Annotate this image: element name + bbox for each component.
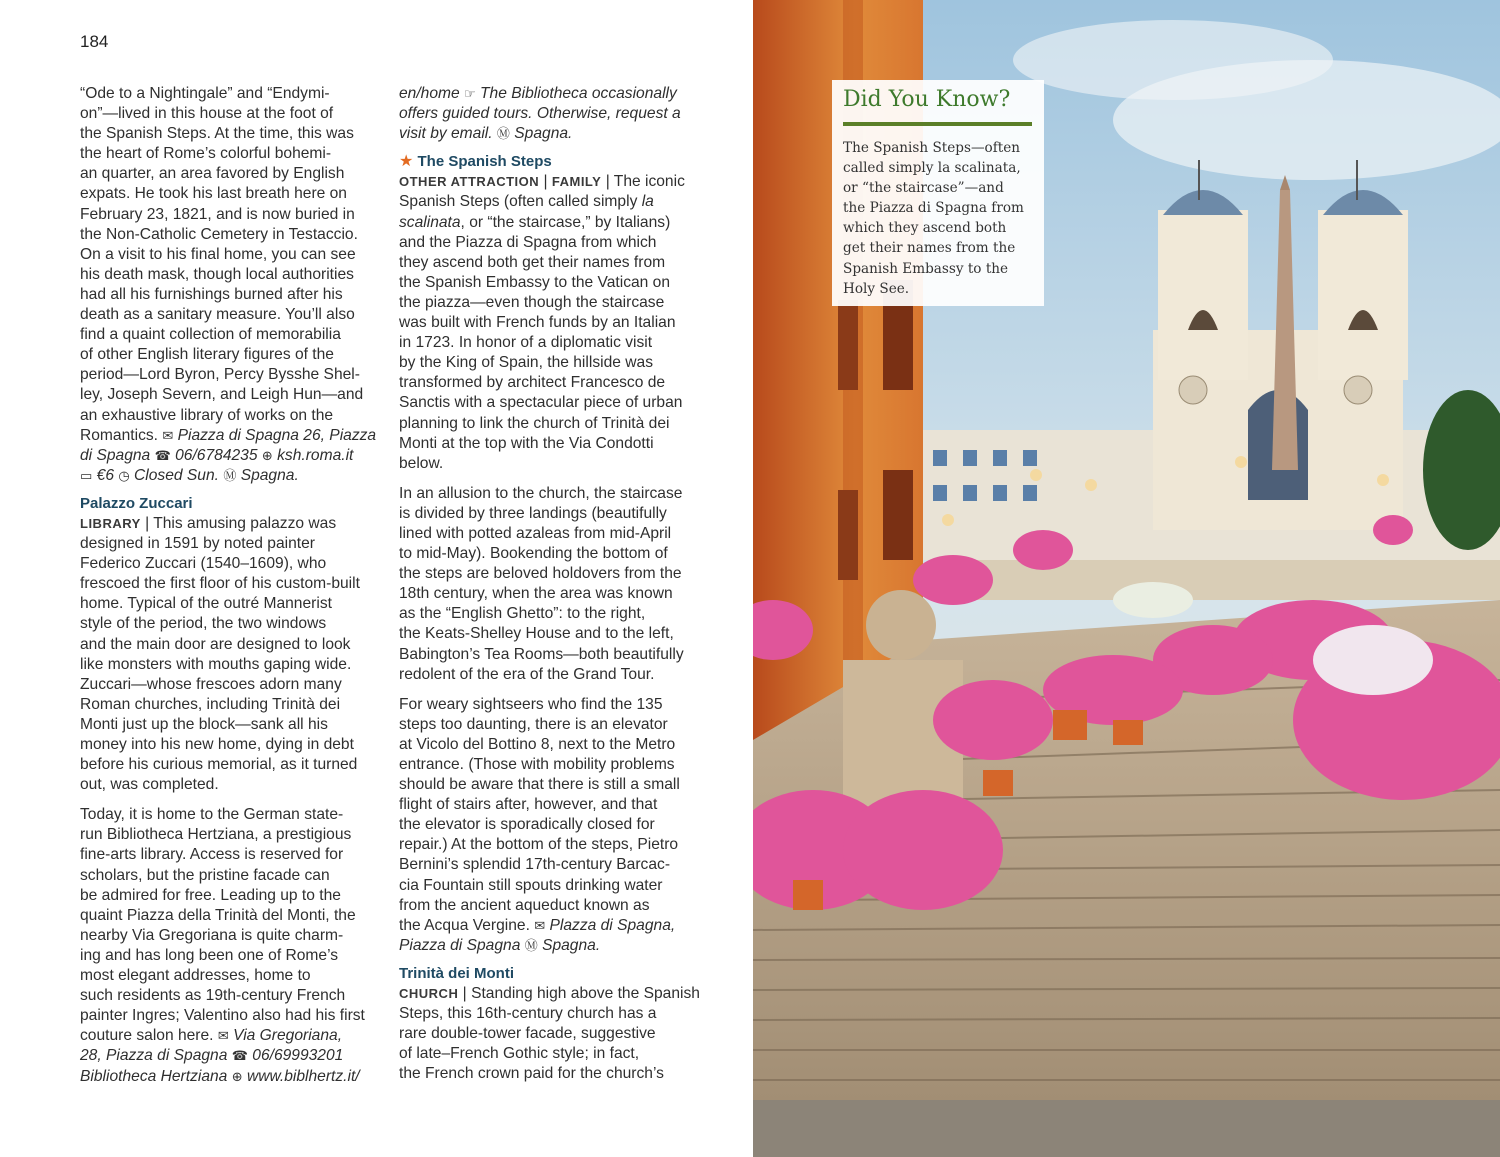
zuccari-paragraph-1 [80, 534, 378, 795]
metro-icon: Ⓜ [496, 126, 510, 142]
text-line: style of the period, the two windows [80, 615, 327, 633]
ticket-icon: ▭ [80, 467, 93, 483]
globe-icon: ⊕ [261, 447, 273, 463]
text-line: the Keats-Shelley House and to the left, [399, 625, 674, 643]
text-line: the heart of Rome’s colorful bohemi- [80, 145, 332, 163]
text-line: quaint Piazza della Trinità del Monti, the [80, 906, 356, 924]
heading-palazzo-zuccari: Palazzo Zuccari [80, 494, 193, 512]
text-line: by the King of Spain, the hillside was [399, 354, 653, 372]
metro-icon: Ⓜ [223, 467, 237, 483]
sidebar-line: the Piazza di Spagna from [843, 200, 1024, 217]
text-line: an quarter, an area favored by English [80, 165, 345, 183]
hertziana-info-line-2: offers guided tours. Otherwise, request a [399, 105, 681, 123]
text-line: repair.) At the bottom of the steps, Pietro [399, 836, 679, 854]
text-line: most elegant addresses, home to [80, 967, 311, 985]
text-line: painter Ingres; Valentino also had his first [80, 1007, 365, 1025]
did-you-know-sidebar [832, 80, 1044, 306]
text-line: “Ode to a Nightingale” and “Endymi- [80, 85, 330, 102]
text-line: below. [399, 454, 444, 472]
text-line: In an allusion to the church, the staircase [399, 484, 683, 502]
text-line: the Spanish Embassy to the Vatican on [399, 273, 671, 291]
keats-info-line-3: ▭ €6 ◷ Closed Sun. Ⓜ Spagna. [80, 466, 299, 484]
envelope-icon: ✉ [162, 427, 174, 443]
text-line: Sanctis with a spectacular piece of urban [399, 394, 683, 412]
heading-trinita-dei-monti: Trinità dei Monti [399, 964, 514, 982]
text-line: to mid-May). Bookending the bottom of [399, 545, 668, 563]
envelope-icon: ✉ [217, 1028, 229, 1044]
text-line: and the Piazza di Spagna from which [399, 233, 657, 251]
text-line: as the “English Ghetto”: to the right, [399, 605, 646, 623]
text-line: was built with French funds by an Italian [399, 314, 676, 332]
text-line: money into his new home, dying in debt [80, 736, 354, 753]
hertziana-info-line-3: visit by email. Ⓜ Spagna. [399, 125, 573, 143]
steps-line-1: Spanish Steps (often called simply la [399, 193, 654, 211]
text-line: home. Typical of the outré Mannerist [80, 595, 332, 613]
text-line: should be aware that there is still a small [399, 776, 680, 794]
sidebar-line: or “the staircase”—and [843, 180, 1004, 197]
text-line: planning to link the church of Trinità dei [399, 414, 670, 432]
sidebar-line: Holy See. [843, 280, 910, 297]
sidebar-line: Spanish Embassy to the [843, 260, 1009, 277]
text-line: out, was completed. [80, 776, 219, 794]
text-line: the Spanish Steps. At the time, this was [80, 125, 354, 143]
sidebar-rule [843, 122, 1032, 126]
sidebar-title: Did You Know? [843, 87, 1011, 112]
text-line: such residents as 19th-century French [80, 987, 346, 1005]
text-line: On a visit to his final home, you can see [80, 245, 356, 263]
text-line: Babington’s Tea Rooms—both beautifully [399, 645, 684, 663]
text-line: at Vicolo del Bottino 8, next to the Metro [399, 735, 676, 753]
text-line: entrance. (Those with mobility problems [399, 756, 675, 773]
text-line: scholars, but the pristine facade can [80, 866, 330, 884]
text-line: they ascend both get their names from [399, 253, 666, 271]
text-line: before his curious memorial, as it turned [80, 756, 358, 774]
text-line: run Bibliotheca Hertziana, a prestigious [80, 826, 352, 844]
heading-spanish-steps: ★ The Spanish Steps [399, 153, 552, 171]
text-line: Bernini’s splendid 17th-century Barcac- [399, 856, 671, 874]
text-line: cia Fountain still spouts drinking water [399, 876, 663, 894]
text-line: lined with potted azaleas from mid-April [399, 524, 672, 542]
steps-paragraph-3 [399, 695, 699, 916]
text-line: flight of stairs after, however, and that [399, 796, 658, 814]
text-line: February 23, 1821, and is now buried in [80, 205, 355, 223]
text-line: find a quaint collection of memorabilia [80, 326, 341, 344]
text-line: be admired for free. Leading up to the [80, 886, 341, 904]
text-line: death as a sanitary measure. You’ll also [80, 306, 355, 324]
text-column-2 [399, 84, 699, 1085]
text-line: the French crown paid for the church’s [399, 1065, 664, 1083]
page-number: 184 [80, 32, 109, 51]
text-line: of other English literary figures of the [80, 346, 334, 364]
telephone-icon: ☎ [231, 1048, 248, 1064]
text-line: like monsters with mouths gaping wide. [80, 655, 352, 673]
telephone-icon: ☎ [154, 447, 171, 463]
zuccari-info-line-2: 28, Piazza di Spagna ☎ 06/69993201 [80, 1047, 344, 1065]
text-line: Monti at the top with the Via Condotti [399, 434, 654, 452]
zuccari-paragraph-2 [80, 805, 378, 1026]
steps-line-2: scalinata, or “the staircase,” by Italians) [399, 213, 671, 231]
text-line: frescoed the first floor of his custom-built [80, 575, 360, 593]
text-line: Zuccari—whose frescoes adorn many [80, 675, 342, 693]
text-line: the steps are beloved holdovers from the [399, 565, 682, 583]
text-line: the elevator is sporadically closed for [399, 816, 655, 834]
text-line: period—Lord Byron, Percy Bysshe Shel- [80, 366, 360, 384]
text-line: his death mask, though local authorities [80, 265, 354, 283]
text-line: ley, Joseph Severn, and Leigh Hun—and [80, 386, 364, 404]
text-line: Federico Zuccari (1540–1609), who [80, 555, 327, 573]
globe-icon: ⊕ [231, 1068, 243, 1084]
sidebar-line: The Spanish Steps—often [843, 140, 1021, 156]
sidebar-text [843, 138, 1043, 299]
steps-info-line-2: Piazza di Spagna Ⓜ Spagna. [399, 936, 601, 954]
envelope-icon: ✉ [534, 917, 546, 933]
text-column-1 [80, 84, 378, 1087]
text-line: the Non-Catholic Cemetery in Testaccio. [80, 225, 358, 243]
text-line: transformed by architect Francesco de [399, 374, 666, 392]
text-line: Today, it is home to the German state- [80, 806, 344, 824]
text-line: redolent of the era of the Grand Tour. [399, 665, 655, 683]
sidebar-line: called simply la scalinata, [843, 160, 1021, 177]
text-line: Roman churches, including Trinità dei [80, 695, 341, 713]
zuccari-lead-line: LIBRARY | This amusing palazzo was [80, 514, 337, 532]
text-line: an exhaustive library of works on the [80, 406, 334, 424]
text-line: For weary sightseers who find the 135 [399, 695, 663, 713]
text-line: on”—lived in this house at the foot of [80, 105, 334, 123]
text-line: 18th century, when the area was known [399, 585, 673, 603]
hertziana-info-line-1: en/home ☞ The Bibliotheca occasionally [399, 85, 677, 102]
text-line: nearby Via Gregoriana is quite charm- [80, 926, 344, 944]
sidebar-line: which they ascend both [843, 220, 1007, 237]
metro-icon: Ⓜ [524, 937, 538, 953]
clock-icon: ◷ [118, 467, 130, 483]
text-line: of late–French Gothic style; in fact, [399, 1045, 640, 1063]
text-line: is divided by three landings (beautifully [399, 504, 667, 522]
steps-paragraph-1 [399, 233, 699, 474]
text-line: and the main door are designed to look [80, 635, 351, 653]
text-line: in 1723. In honor of a diplomatic visit [399, 334, 653, 352]
keats-info-line-2: di Spagna ☎ 06/6784235 ⊕ ksh.roma.it [80, 446, 354, 464]
text-line: ing and has long been one of Rome’s [80, 946, 339, 964]
steps-paragraph-2 [399, 484, 699, 685]
text-line: designed in 1591 by noted painter [80, 535, 315, 553]
zuccari-info-line-3: Bibliotheca Hertziana ⊕ www.biblhertz.it/ [80, 1067, 360, 1085]
steps-lead-line: OTHER ATTRACTION | FAMILY | The iconic [399, 173, 685, 191]
text-line: steps too daunting, there is an elevator [399, 715, 668, 733]
text-line: from the ancient aqueduct known as [399, 896, 650, 914]
text-line: expats. He took his last breath here on [80, 185, 347, 203]
steps-info-line-1: the Acqua Vergine. ✉ Plazza di Spagna, [399, 916, 676, 934]
star-icon: ★ [399, 153, 414, 171]
trinita-lead-line: CHURCH | Standing high above the Spanish [399, 985, 700, 1003]
trinita-paragraph [399, 1004, 699, 1084]
zuccari-info-line-1: couture salon here. ✉ Via Gregoriana, [80, 1027, 343, 1045]
text-line: fine-arts library. Access is reserved for [80, 846, 344, 864]
text-line: Monti just up the block—sank all his [80, 715, 328, 733]
sidebar-line: get their names from the [843, 240, 1016, 257]
text-line: the piazza—even though the staircase [399, 293, 665, 311]
keats-info-line-1: Romantics. ✉ Piazza di Spagna 26, Piazza [80, 426, 377, 444]
pointing-hand-icon: ☞ [464, 86, 476, 101]
text-line: rare double-tower facade, suggestive [399, 1025, 656, 1043]
text-line: Steps, this 16th-century church has a [399, 1005, 657, 1023]
keats-paragraph [80, 84, 378, 426]
text-line: had all his furnishings burned after his [80, 285, 343, 303]
